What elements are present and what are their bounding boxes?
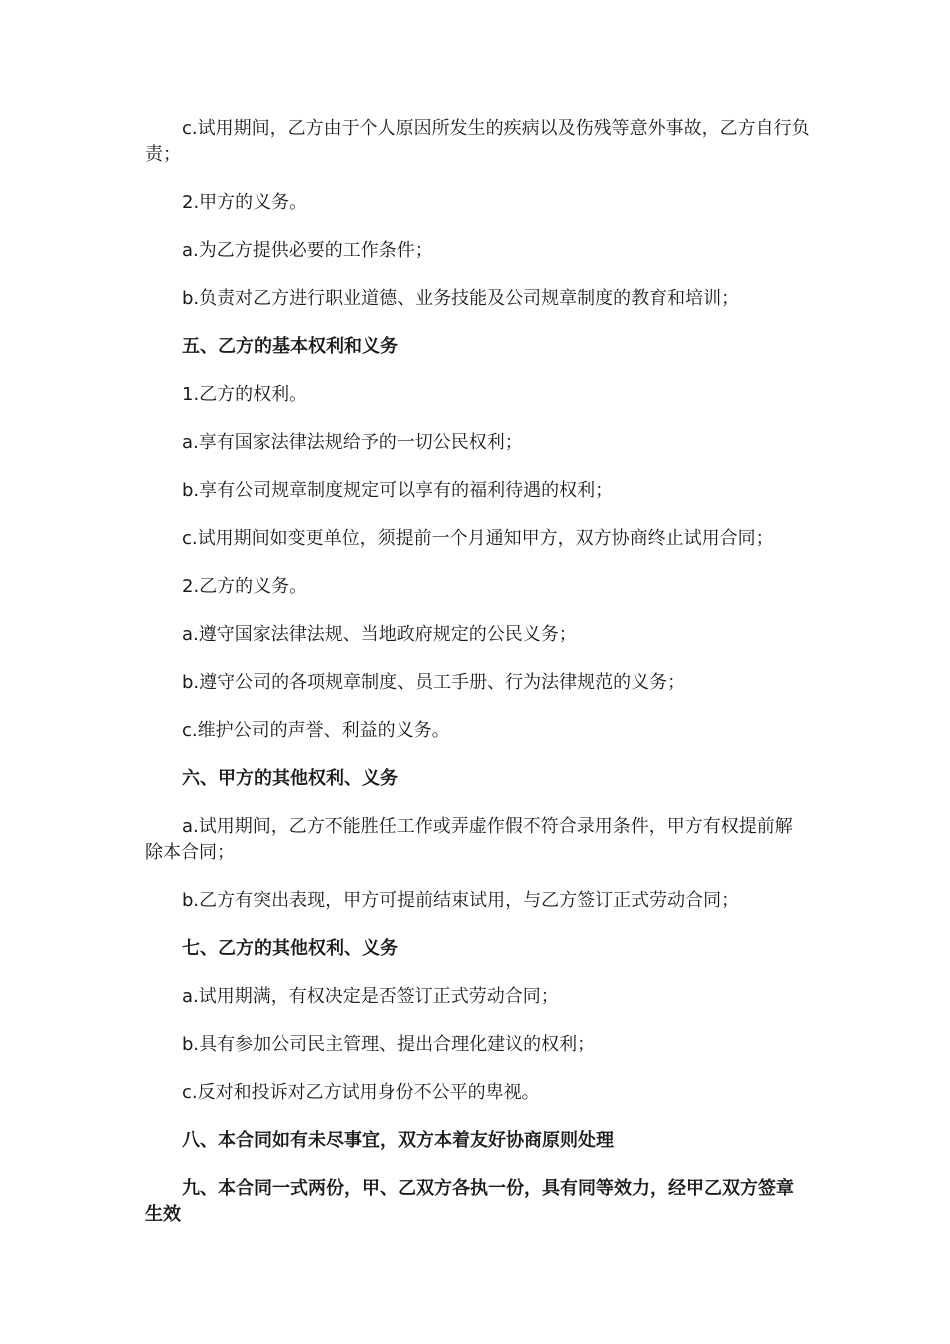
section-heading-8: 八、本合同如有未尽事宜，双方本着友好协商原则处理	[182, 1130, 614, 1151]
section-heading-5: 五、乙方的基本权利和义务	[182, 336, 398, 357]
paragraph-oppose-discrimination: c.反对和投诉对乙方试用身份不公平的卑视。	[182, 1082, 540, 1103]
section-heading-7: 七、乙方的其他权利、义务	[182, 938, 398, 959]
paragraph-party-a-obligations: 2.甲方的义务。	[182, 192, 308, 213]
paragraph-change-employer: c.试用期间如变更单位，须提前一个月通知甲方，双方协商终止试用合同；	[182, 528, 774, 549]
paragraph-citizen-rights: a.享有国家法律法规给予的一切公民权利；	[182, 432, 523, 453]
paragraph-training: b.负责对乙方进行职业道德、业务技能及公司规章制度的教育和培训；	[182, 288, 740, 309]
paragraph-party-b-obligations: 2.乙方的义务。	[182, 576, 308, 597]
paragraph-protect-reputation: c.维护公司的声誉、利益的义务。	[182, 720, 450, 741]
paragraph-obey-law: a.遵守国家法律法规、当地政府规定的公民义务；	[182, 624, 577, 645]
paragraph-work-conditions: a.为乙方提供必要的工作条件；	[182, 240, 433, 261]
paragraph-decide-contract: a.试用期满，有权决定是否签订正式劳动合同；	[182, 986, 559, 1007]
section-heading-6: 六、甲方的其他权利、义务	[182, 768, 398, 789]
paragraph-obey-rules: b.遵守公司的各项规章制度、员工手册、行为法律规范的义务；	[182, 672, 686, 693]
paragraph-accident-responsibility: c.试用期间，乙方由于个人原因所发生的疾病以及伤残等意外事故，乙方自行负责；	[145, 118, 810, 165]
paragraph-democratic-management: b.具有参加公司民主管理、提出合理化建议的权利；	[182, 1034, 596, 1055]
paragraph-party-b-rights: 1.乙方的权利。	[182, 384, 308, 405]
paragraph-early-end-trial: b.乙方有突出表现，甲方可提前结束试用，与乙方签订正式劳动合同；	[182, 890, 740, 911]
paragraph-welfare-rights: b.享有公司规章制度规定可以享有的福利待遇的权利；	[182, 480, 614, 501]
section-heading-9: 九、本合同一式两份，甲、乙双方各执一份，具有同等效力，经甲乙双方签章生效	[145, 1178, 794, 1225]
document-body	[145, 116, 810, 1250]
paragraph-terminate-contract: a.试用期间，乙方不能胜任工作或弄虚作假不符合录用条件，甲方有权提前解除本合同；	[145, 816, 793, 863]
